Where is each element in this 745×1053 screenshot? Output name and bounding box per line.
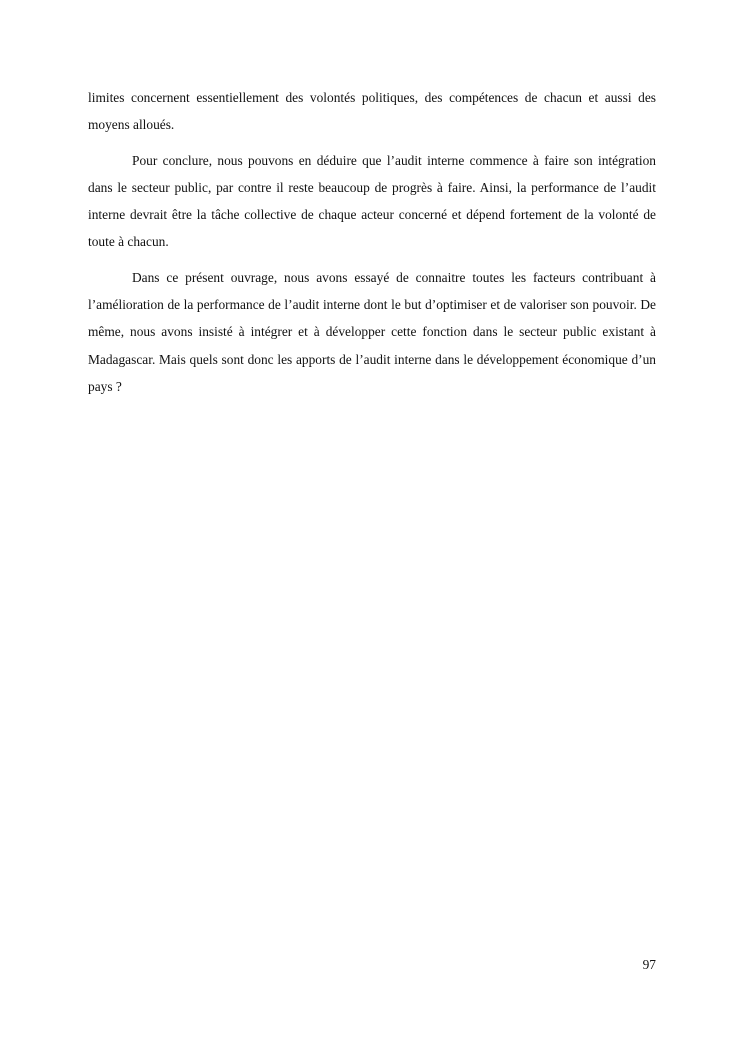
paragraph-conclusion: Pour conclure, nous pouvons en déduire que l’audit interne commence à faire son intégration dans le secteur public, par contre il reste beaucoup de progrès à faire. Ainsi, la performance de l’audit interne devrait être la tâche collective de chaque acteur concerné et dépend fortement de la volonté de toute à chacun. <box>88 152 656 250</box>
page-number: 97 <box>642 957 656 972</box>
paragraph-summary: Dans ce présent ouvrage, nous avons essayé de connaitre toutes les facteurs contribuant à l’amélioration de la performance de l’audit interne dont le but d’optimiser et de valoriser son pouvoir. De même, nous avons insisté à intégrer et à développer cette fonction dans le secteur public existant à Madagascar. Mais quels sont donc les apports de l’audit interne dans le développement économique d’un pays ? <box>88 269 656 394</box>
body-text <box>88 84 656 408</box>
paragraph-continuation: limites concernent essentiellement des volontés politiques, des compétences de chacun et aussi des moyens alloués. <box>88 90 656 133</box>
